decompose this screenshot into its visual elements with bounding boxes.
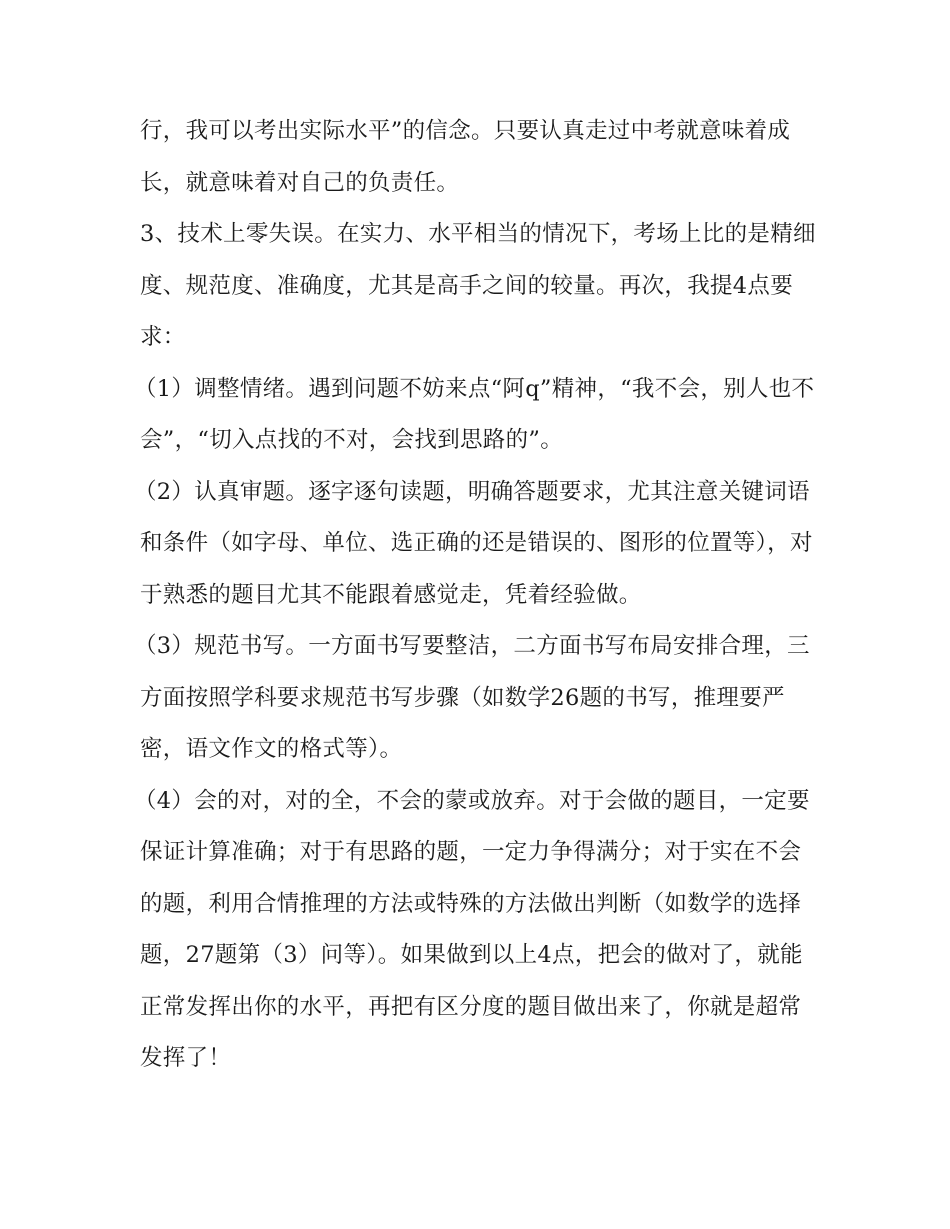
document-body [134,106,820,1085]
paragraph-item-4: （4）会的对，对的全，不会的蒙或放弃。对于会做的题目，一定要保证计算准确；对于有思路的题，一定力争得满分；对于实在不会的题，利用合情推理的方法或特殊的方法做出判断（如数学的选择题，27题第（3）问等）。如果做到以上4点，把会的做对了，就能正常发挥出你的水平，再把有区分度的题目做出来了，你就是超常发挥了！ [134,787,810,1071]
paragraph-item-2: （2）认真审题。逐字逐句读题，明确答题要求，尤其注意关键词语和条件（如字母、单位、选正确的还是错误的、图形的位置等），对于熟悉的题目尤其不能跟着感觉走，凭着经验做。 [134,478,813,608]
paragraph-continuation: 行，我可以考出实际水平”的信念。只要认真走过中考就意味着成长，就意味着对自己的负责任。 [140,118,791,196]
paragraph-point-3: 3、技术上零失误。在实力、水平相当的情况下，考场上比的是精细度、规范度、准确度，尤其是高手之间的较量。再次，我提4点要求： [140,221,816,350]
paragraph-item-1: （1）调整情绪。遇到问题不妨来点“阿q”精神，“我不会，别人也不会”，“切入点找的不对，会找到思路的”。 [134,375,815,453]
paragraph-item-3: （3）规范书写。一方面书写要整洁，二方面书写布局安排合理，三方面按照学科要求规范书写步骤（如数学26题的书写，推理要严密，语文作文的格式等）。 [134,633,810,762]
